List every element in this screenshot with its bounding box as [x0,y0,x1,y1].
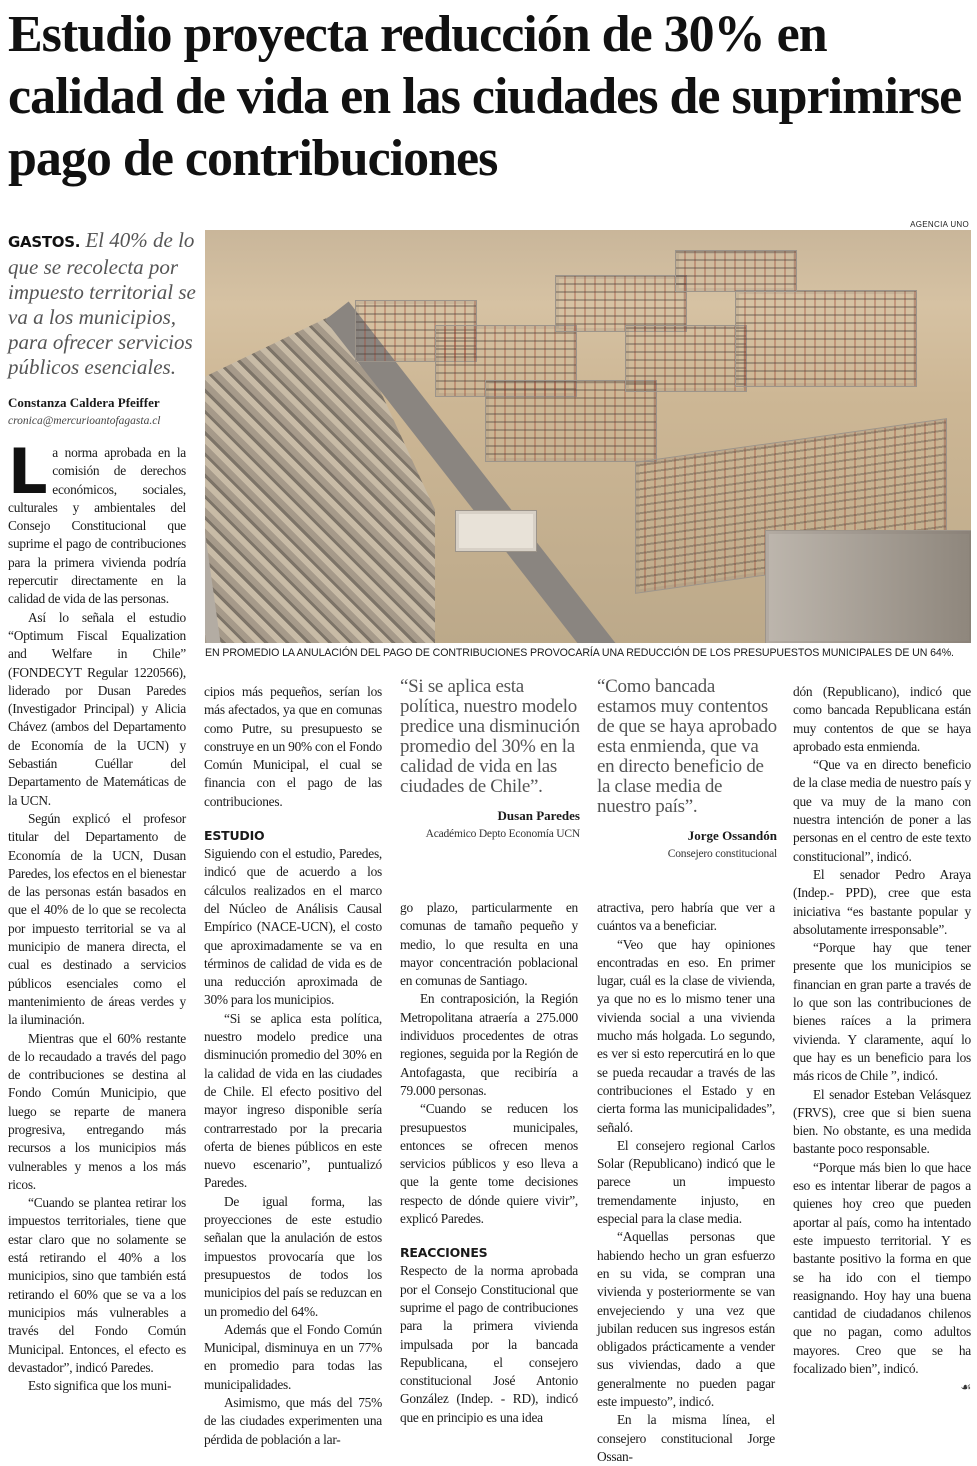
paragraph: go plazo, particularmente en comunas de tamaño pequeño y medio, lo que resulta en una mayor concentración poblacional en comunas de Santiago. [400,900,578,989]
paragraph: “Veo que hay opiniones encontradas en eso. En primer lugar, cuál es la clase de vivienda, ya que no es lo mismo tener una vivienda social a una vivienda mucho más holgada. Lo segundo, es ver si esto repercutirá en lo que se pueda recaudar a través de las contribuciones el Estado y en cierta forma las municipalidades”, señaló. [597,936,775,1135]
paragraph: Mientras que el 60% restante de lo recaudado a través del pago de contribuciones se destina al Fondo Común Municipio, que luego se reparte de manera progresiva, entregando más recursos a los municipios más vulnerables y menos a los más ricos. [8,1030,186,1192]
paragraph: Asimismo, que más del 75% de las ciudades experimenten una pérdida de población a lar- [204,1394,382,1447]
paragraph: El senador Esteban Velásquez (FRVS), cree que si bien suena bien. No obstante, es una medida bastante poco responsable. [793,1086,971,1157]
paragraph: Esto significa que los muni- [28,1378,172,1394]
paragraph: Así lo señala el estudio “Optimum Fiscal Equalization and Welfare in Chile” (FONDECYT Regular 1220566), liderado por Dusan Paredes (Investigador Principal) y Alicia Chávez (ambos del Departamento de Economía de la UCN) y Sebastián Cuéllar del Departamento de Matemáticas de la UCN. [8,609,186,808]
paragraph: La norma aprobada en la comisión de derechos económicos, sociales, culturales y ambientales del Consejo Constitucional que suprime el pago de contribuciones para la primera vivienda podría repercutir directamente en la calidad de vida de las personas. [8,435,186,607]
deck-text: El 40% de lo que se recolecta por impuesto territorial se va a los municipios, para ofrecer servicios públicos esenciales. [8,228,196,379]
quote-attribution-name: Jorge Ossandón [687,828,777,843]
article-column-1 [8,435,186,1395]
deck-kicker: GASTOS. [8,233,81,251]
byline-author: Constanza Caldera Pfeiffer [8,395,160,410]
paragraph: “Cuando se plantea retirar los impuestos territoriales, tiene que estar claro que no solamente se está retirando el 40% a los municipios, sino que también está retirando el 60% que se va a los municipios más vulnerables a través del Fondo Común Municipal. Entonces, el efecto es devastador”, indicó Paredes. [8,1195,186,1375]
paragraph: En la misma línea, el consejero constitucional Jorge Ossan- [597,1412,775,1464]
article-column-3 [400,899,578,1427]
quote-attribution-role: Académico Depto Economía UCN [425,828,580,840]
paragraph: Respecto de la norma aprobada por el Consejo Constitucional que suprime el pago de contribuciones para la primera vivienda impulsada por la bancada Republicana, el consejero constitucional José Antonio González (Indep. - RD), indicó que en principio es una idea [400,1263,578,1425]
paragraph: “Porque más bien lo que hace eso es intentar liberar de pagos a quienes hoy creo que pueden aportar al país, como ha intentado este impuesto territorial. Y es bastante positivo la forma en que se ha ido con el tiempo reasignando. Hoy hay una buena cantidad de ciudadanos chilenos que no pagan, como adultos mayores. Creo que se ha focalizado bien”, indicó. [793,1159,971,1376]
paragraph: atractiva, pero habría que ver a cuántos va a beneficiar. [597,900,775,934]
paragraph: cipios más pequeños, serían los más afectados, ya que en comunas como Putre, su presupuesto se construye en un 90% con el Fondo Común Municipal, el cual se financia con el pago de las contribuciones. [204,684,382,809]
section-heading-estudio: ESTUDIO [204,828,265,844]
paragraph: Según explicó el profesor titular del Departamento de Economía de la UCN, Dusan Paredes, los efectos en el bienestar de las personas están basados en que el 40% de lo que se recolecta por impuesto territorial se va al municipio de manera directa, el cual es destinado a servicios públicos esenciales como el mantenimiento de áreas verdes y la iluminación. [8,810,186,1028]
paragraph: “Aquellas personas que habiendo hecho un gran esfuerzo en su vida, se compran una vivienda y posteriormente se van envejeciendo y una vez que jubilan reducen sus ingresos están obligados prácticamente a vender sus viviendas, dado a que generalmente no pueden pagar este impuesto”, indicó. [597,1229,775,1410]
end-of-article-icon: ☙ [960,1380,971,1395]
paragraph: “Porque hay que tener presente que los municipios se financian en gran parte a través de lo que son las contribuciones de bienes raíces a la primera vivienda. Y claramente, aquí lo que hay es un beneficio para los más ricos de Chile ”, indicó. [793,940,971,1084]
paragraph: En contraposición, la Región Metropolitana atraería a 275.000 individuos procedentes de otras regiones, seguida por la Región de Antofagasta, que recibiría a 79.000 personas. [400,991,578,1098]
pull-quote-ossandon: “Como bancada estamos muy contentos de que se haya aprobado esta enmienda, que va en directo beneficio de la clase media de nuestro país”. [597,676,777,817]
paragraph: “Si se aplica esta política, nuestro modelo predice una disminución promedio del 30% en la calidad de vida en las ciudades de Chile. El efecto positivo del mayor ingreso disponible sería contrarrestado por la precaria oferta de bienes públicos en este nuevo escenario”, puntualizó Paredes. [204,1010,382,1191]
paragraph: El senador Pedro Araya (Indep.- PPD), cree que esta iniciativa “es bastante popular y absolutamente irresponsable”. [793,866,971,937]
section-heading-reacciones: REACCIONES [400,1245,488,1261]
paragraph: Siguiendo con el estudio, Paredes, indicó que de acuerdo a los cálculos realizados en el marco del Núcleo de Análisis Causal Empírico (NACE-UCN), el costo que aproximadamente se va en términos de calidad de vida es de una reducción aproximada de 30% para los municipios. [204,846,382,1008]
byline-email[interactable]: cronica@mercurioantofagasta.cl [8,415,161,427]
paragraph: “Que va en directo beneficio de la clase media de nuestro país y que va muy de la mano con nuestra intención de poner a las personas en el centro de este texto constitucional”, indicó. [793,757,971,864]
photo-caption: EN PROMEDIO LA ANULACIÓN DEL PAGO DE CONTRIBUCIONES PROVOCARÍA UNA REDUCCIÓN DE LOS PRESUPUESTOS MUNICIPALES DE UN 64%. [205,647,954,659]
photo-credit: AGENCIA UNO [910,220,969,229]
quote-attribution-name: Dusan Paredes [497,808,580,823]
article-column-2 [204,683,382,1449]
aerial-housing-photo [205,230,971,643]
deck [8,228,198,380]
paragraph: El consejero regional Carlos Solar (Republicano) indicó que le parece un impuesto tremendamente injusto, en especial para la clase media. [597,1137,775,1227]
article-column-5 [793,683,971,1397]
pull-quote-block-ossandon [597,677,777,863]
left-column [8,228,198,1395]
headline: Estudio proyecta reducción de 30% en calidad de vida en las ciudades de suprimirse pago de contribuciones [8,6,962,187]
article-column-4 [597,899,775,1466]
pull-quote-paredes: “Si se aplica esta política, nuestro modelo predice una disminución promedio del 30% en la calidad de vida en las ciudades de Chile”. [400,676,580,797]
pull-quote-block-paredes [400,677,580,843]
quote-attribution-role: Consejero constitucional [667,848,777,860]
paragraph: Además que el Fondo Común Municipal, disminuya en un 77% en promedio para todas las municipalidades. [204,1321,382,1392]
paragraph: dón (Republicano), indicó que como bancada Republicana están muy contentos de que se haya aprobado esta enmienda. [793,684,971,754]
paragraph: “Cuando se reducen los presupuestos municipales, entonces se ofrecen menos servicios públicos y eso lleva a que la gente tome decisiones respecto de dónde quiere vivir”, explicó Paredes. [400,1101,578,1227]
drop-cap: L [8,435,48,508]
paragraph: De igual forma, las proyecciones de este estudio señalan que la anulación de estos impuestos provocaría que los presupuestos de todos los municipios del país se reduzcan en un promedio del 64%. [204,1193,382,1319]
